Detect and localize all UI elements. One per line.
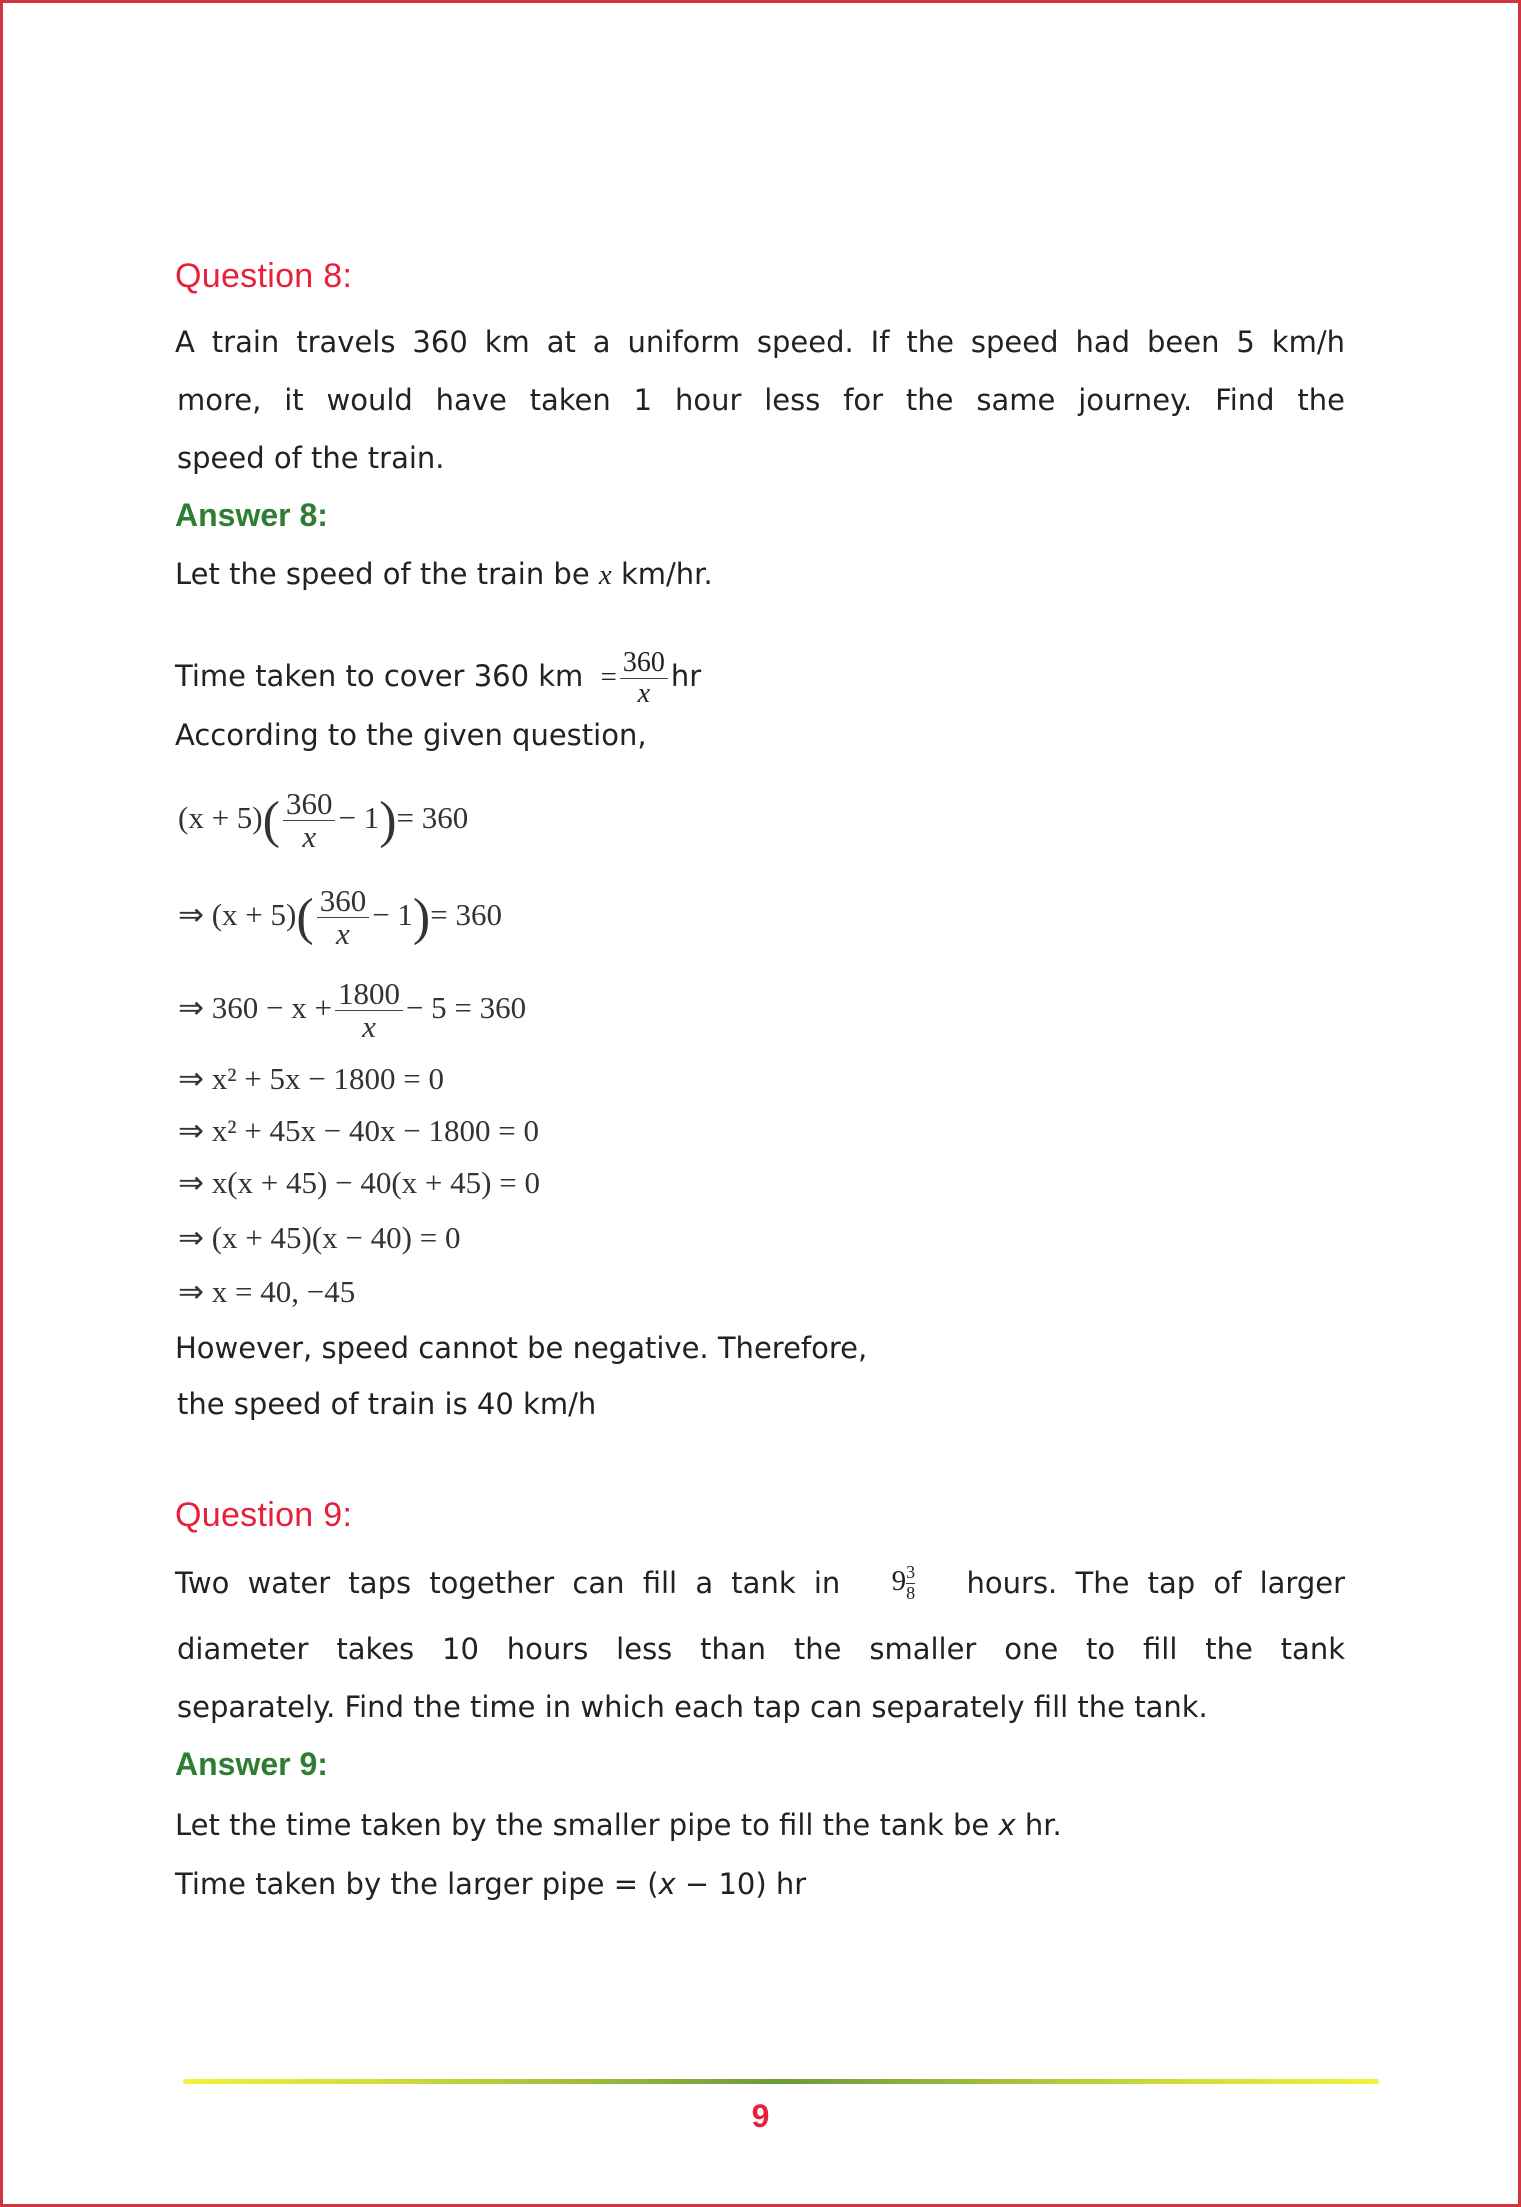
question-8-heading: Question 8:	[175, 257, 353, 295]
fraction-denominator: x	[637, 677, 651, 709]
question-9-text-line: diameter takes 10 hours less than the smaller one to fill the tank	[177, 1632, 1345, 1666]
question-9-text-line: separately. Find the time in which each tap can separately fill the tank.	[177, 1690, 1208, 1724]
eq-part: − 1	[338, 800, 380, 835]
question-9-heading: Question 9:	[175, 1496, 353, 1534]
equation-7: ⇒ (x + 45)(x − 40) = 0	[178, 1220, 461, 1255]
text: km/hr.	[611, 557, 713, 591]
fraction-numerator: 360	[620, 648, 668, 678]
text: Time taken by the larger pipe = (	[175, 1867, 659, 1901]
text: Two water taps together can fill a tank in	[175, 1566, 841, 1601]
equation-5: ⇒ x² + 45x − 40x − 1800 = 0	[178, 1113, 539, 1148]
question-8-text-line: more, it would have taken 1 hour less for the same journey. Find the	[177, 383, 1345, 417]
conclusion-line-2: the speed of train is 40 km/h	[177, 1387, 597, 1421]
text: Time taken to cover 360 km	[175, 659, 584, 693]
fraction-numerator: 360	[317, 885, 370, 919]
question-9-text-line	[175, 1563, 1345, 1604]
eq-part: − 5 = 360	[405, 990, 527, 1025]
eq-part: − 1	[372, 897, 413, 932]
answer-8-heading: Answer 8:	[175, 497, 328, 533]
equation-8: ⇒ x = 40, −45	[178, 1274, 356, 1309]
equation-6: ⇒ x(x + 45) − 40(x + 45) = 0	[178, 1165, 540, 1200]
question-8-text-line: speed of the train.	[177, 441, 445, 475]
equation-2: ⇒ (x + 5)( $\frac{360}{x}$ − 1)= 360	[178, 882, 502, 952]
text: Let the speed of the train be	[175, 557, 599, 591]
page-number: 9	[751, 2098, 770, 2134]
mixed-fraction	[892, 1563, 916, 1604]
equation-1: (x + 5)( $\frac{360}{x}$ − 1)= 360	[178, 785, 469, 855]
variable: x	[598, 559, 612, 591]
eq-part: ⇒ 360 − x +	[178, 990, 332, 1025]
eq-part: ⇒ (x + 5)	[178, 897, 297, 932]
equals: =	[600, 661, 617, 693]
fraction-denominator: 8	[906, 1582, 916, 1603]
answer-9-line	[175, 1866, 806, 1902]
fraction-numerator: 1800	[335, 978, 403, 1012]
equation-4: ⇒ x² + 5x − 1800 = 0	[178, 1061, 444, 1096]
text: hr.	[1015, 1808, 1062, 1842]
answer-8-let	[175, 556, 713, 593]
eq-part: = 360	[430, 897, 502, 932]
eq-part: (x + 5)	[178, 800, 263, 835]
text: Let the time taken by the smaller pipe to fill the tank be	[175, 1808, 999, 1842]
question-8-text-line: A train travels 360 km at a uniform speed. If the speed had been 5 km/h	[175, 325, 1345, 359]
answer-8-time-taken	[175, 640, 701, 713]
answer-9-heading: Answer 9:	[175, 1746, 328, 1782]
equation-3	[178, 970, 526, 1046]
fraction-numerator: 3	[906, 1562, 916, 1583]
variable: x	[658, 1867, 676, 1901]
text: hours. The tap of larger	[966, 1566, 1345, 1601]
text: − 10) hr	[675, 1867, 807, 1901]
whole: 9	[891, 1565, 907, 1597]
eq-part: = 360	[396, 800, 469, 835]
fraction-denominator: x	[336, 916, 350, 952]
fraction-denominator: x	[302, 819, 317, 855]
fraction-numerator: 360	[283, 788, 336, 822]
unit: hr	[670, 659, 702, 693]
fraction-denominator: x	[362, 1009, 376, 1045]
footer-divider	[183, 2079, 1379, 2084]
according-text: According to the given question,	[175, 718, 647, 752]
variable: x	[998, 1808, 1016, 1842]
conclusion-line-1: However, speed cannot be negative. Therefore,	[175, 1331, 868, 1365]
answer-9-line	[175, 1807, 1062, 1843]
